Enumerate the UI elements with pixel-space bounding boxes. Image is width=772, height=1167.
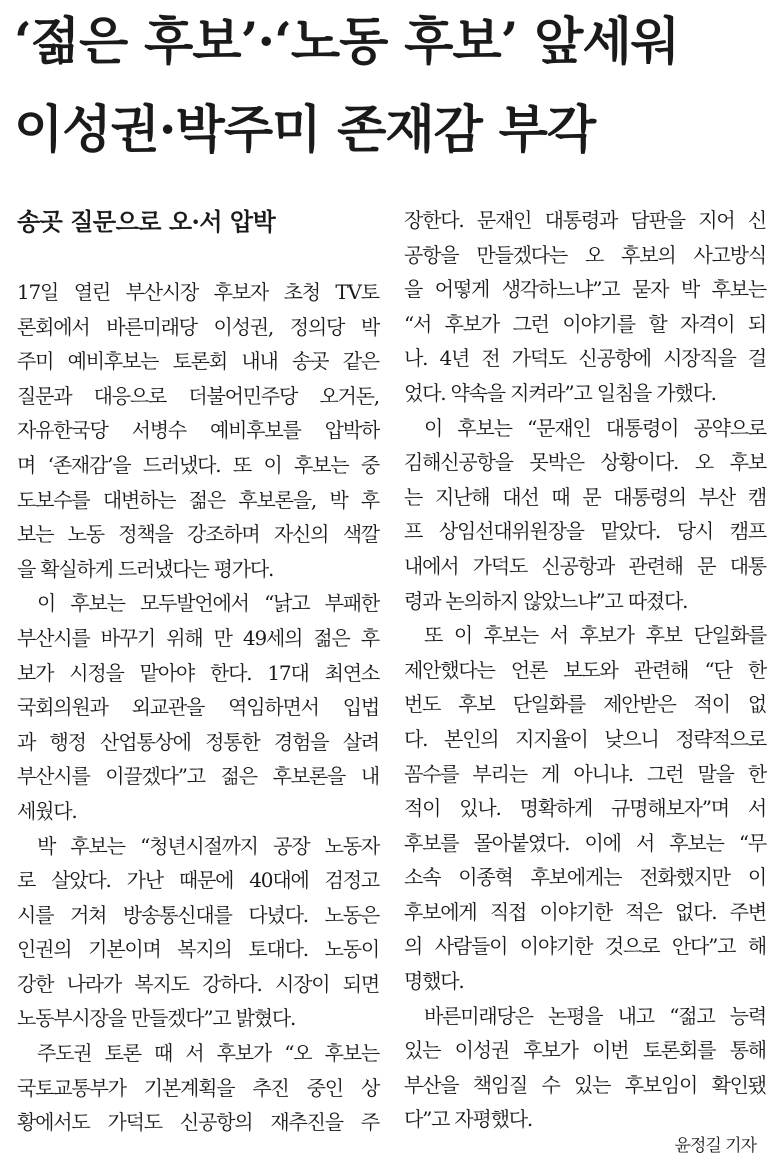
right-column xyxy=(404,203,766,1137)
headline-line-2: 이성권·박주미 존재감 부각 xyxy=(14,100,596,160)
article-line: 질문과 대응으로 더불어민주당 오거돈, xyxy=(17,383,379,408)
article-line: 후보를 몰아붙였다. 이에 서 후보는 “무 xyxy=(404,830,766,855)
article-line: 17일 열린 부산시장 후보자 초청 TV토 xyxy=(17,280,379,304)
article-line: 도보수를 대변하는 젊은 후보론을, 박 후 xyxy=(17,487,379,512)
article-line: 국토교통부가 기본계획을 추진 중인 상 xyxy=(17,1075,379,1100)
article-line: 을 확실하게 드러냈다는 평가다. xyxy=(17,556,274,581)
right-column-body xyxy=(404,203,766,1137)
article-line: 론회에서 바른미래당 이성권, 정의당 박 xyxy=(17,314,379,339)
article-line: 적이 있나. 명확하게 규명해보자”며 서 xyxy=(404,796,766,821)
article-line: 과 행정 산업통상에 정통한 경험을 살려 xyxy=(17,729,379,754)
article-line: 보는 노동 정책을 강조하며 자신의 색깔 xyxy=(17,522,379,547)
article-line: 후보에게 직접 이야기한 적은 없다. 주변 xyxy=(404,899,766,924)
byline: 윤정길 기자 xyxy=(674,1136,756,1156)
article-line: 내에서 가덕도 신공항과 관련해 문 대통 xyxy=(404,553,766,578)
article-line: 소속 이종혁 후보에게는 전화했지만 이 xyxy=(404,865,766,890)
article-line: 었다. 약속을 지켜라”고 일침을 가했다. xyxy=(404,380,716,405)
subheadline: 송곳 질문으로 오·서 압박 xyxy=(17,207,276,236)
article-line: 강한 나라가 복지도 강하다. 시장이 되면 xyxy=(17,971,379,996)
article-line: 을 어떻게 생각하느냐”고 묻자 박 후보는 xyxy=(404,277,766,302)
article-line: 로 살았다. 가난 때문에 40대에 검정고 xyxy=(17,868,379,893)
article-line: 주미 예비후보는 토론회 내내 송곳 같은 xyxy=(17,349,379,374)
article-line: 박 후보는 “청년시절까지 공장 노동자 xyxy=(37,833,379,858)
article-line: 명했다. xyxy=(404,969,464,994)
article-line: 는 지난해 대선 때 문 대통령의 부산 캠 xyxy=(404,484,766,509)
article-line: 프 상임선대위원장을 맡았다. 당시 캠프 xyxy=(404,519,766,544)
headline xyxy=(14,0,764,176)
article-line: 꼼수를 부리는 게 아니냐. 그런 말을 한 xyxy=(404,761,766,786)
article-line: 주도권 토론 때 서 후보가 “오 후보는 xyxy=(37,1041,379,1066)
headline-line-1: ‘젊은 후보’·‘노동 후보’ 앞세워 xyxy=(14,12,679,72)
article-line: 다. 본인의 지지율이 낮으니 정략적으로 xyxy=(404,726,766,751)
left-column-body xyxy=(17,275,379,1140)
article-line: 김해신공항을 못박은 상황이다. 오 후보 xyxy=(404,450,766,475)
article-line: 며 ‘존재감’을 드러냈다. 또 이 후보는 중 xyxy=(17,452,379,477)
article-line: 부산시를 바꾸기 위해 만 49세의 젊은 후 xyxy=(17,625,379,650)
article-line: 인권의 기본이며 복지의 토대다. 노동이 xyxy=(17,937,379,962)
article-line: 부산을 책임질 수 있는 후보임이 확인됐 xyxy=(404,1072,766,1097)
article-line: 부산시를 이끌겠다”고 젊은 후보론을 내 xyxy=(17,764,379,789)
article-line: 이 후보는 “문재인 대통령이 공약으로 xyxy=(424,415,766,440)
article-line: 국회의원과 외교관을 역임하면서 입법 xyxy=(17,695,379,720)
article-line: 노동부시장을 만들겠다”고 밝혔다. xyxy=(17,1006,296,1031)
article-line: 황에서도 가덕도 신공항의 재추진을 주 xyxy=(17,1110,379,1135)
article-line: 번도 후보 단일화를 제안받은 적이 없 xyxy=(404,692,766,717)
article-line: 시를 거쳐 방송통신대를 다녔다. 노동은 xyxy=(17,902,379,927)
article-line: 세웠다. xyxy=(17,798,77,823)
article-line: 보가 시정을 맡아야 한다. 17대 최연소 xyxy=(17,660,379,685)
article-line: 자유한국당 서병수 예비후보를 압박하 xyxy=(17,418,379,443)
article-line: “서 후보가 그런 이야기를 할 자격이 되 xyxy=(404,311,766,336)
article-line: 이 후보는 모두발언에서 “낡고 부패한 xyxy=(37,591,379,616)
article-line: 장한다. 문재인 대통령과 담판을 지어 신 xyxy=(404,208,766,232)
article-line: 바른미래당은 논평을 내고 “젊고 능력 xyxy=(424,1003,766,1028)
left-column xyxy=(17,203,379,1140)
article-line: 제안했다는 언론 보도와 관련해 “단 한 xyxy=(404,657,766,682)
article-line: 다”고 자평했다. xyxy=(404,1107,533,1132)
article-line: 의 사람들이 이야기한 것으로 안다”고 해 xyxy=(404,934,766,959)
article-line: 또 이 후보는 서 후보가 후보 단일화를 xyxy=(424,623,766,648)
article-line: 령과 논의하지 않았느냐”고 따졌다. xyxy=(404,588,688,613)
article-line: 있는 이성권 후보가 이번 토론회를 통해 xyxy=(404,1038,766,1063)
article-line: 공항을 만들겠다는 오 후보의 사고방식 xyxy=(404,242,766,267)
article-line: 나. 4년 전 가덕도 신공항에 시장직을 걸 xyxy=(404,346,766,371)
